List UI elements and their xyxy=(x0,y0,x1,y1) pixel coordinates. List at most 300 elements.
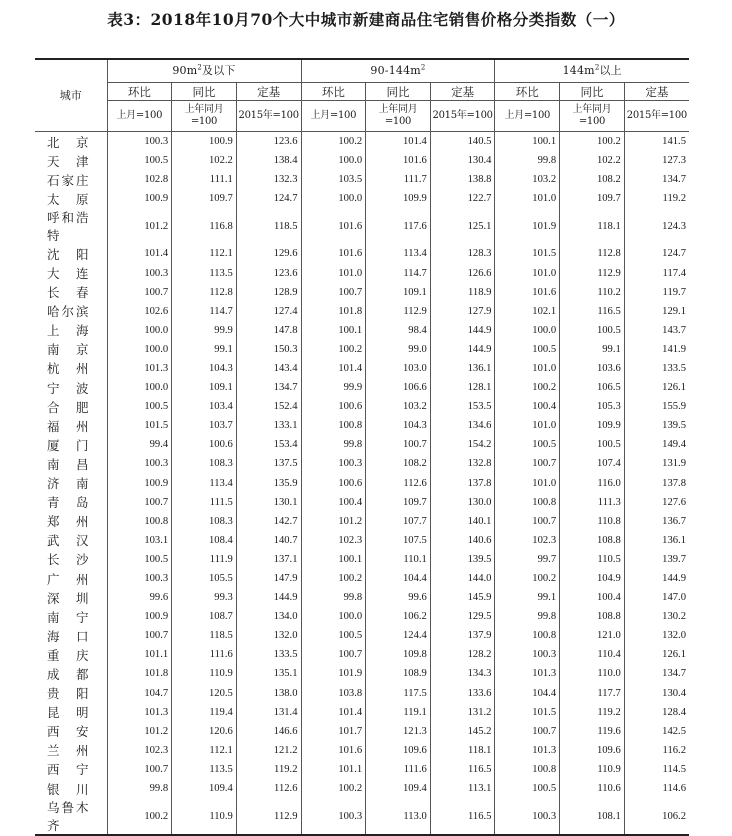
index-value: 127.9 xyxy=(430,302,495,321)
index-value: 100.7 xyxy=(366,435,431,454)
index-value: 109.4 xyxy=(172,779,237,798)
index-value: 101.8 xyxy=(107,664,172,683)
index-value: 106.2 xyxy=(366,607,431,626)
table-row xyxy=(35,512,689,531)
table-row xyxy=(35,626,689,645)
index-value: 100.5 xyxy=(107,397,172,416)
index-value: 126.1 xyxy=(624,378,689,397)
year-on-year-header: 同比 xyxy=(560,83,625,101)
city-name: 呼和浩特 xyxy=(47,211,89,244)
index-value: 110.5 xyxy=(560,550,625,569)
city-name: 昆明 xyxy=(47,706,89,721)
index-value: 119.2 xyxy=(236,760,301,779)
index-value: 101.0 xyxy=(495,359,560,378)
table-row xyxy=(35,722,689,741)
index-value: 109.7 xyxy=(172,189,237,208)
index-value: 111.9 xyxy=(172,550,237,569)
index-value: 123.6 xyxy=(236,132,301,152)
city-name: 青岛 xyxy=(47,496,89,511)
index-value: 134.6 xyxy=(430,416,495,435)
index-value: 130.2 xyxy=(624,607,689,626)
index-value: 130.1 xyxy=(236,493,301,512)
index-value: 100.1 xyxy=(301,550,366,569)
table-row xyxy=(35,550,689,569)
index-value: 139.7 xyxy=(624,550,689,569)
index-value: 100.7 xyxy=(301,645,366,664)
table-row xyxy=(35,378,689,397)
city-name: 哈尔滨 xyxy=(47,305,89,320)
index-value: 101.0 xyxy=(495,263,560,282)
index-value: 103.8 xyxy=(301,684,366,703)
city-name: 上海 xyxy=(47,324,89,339)
index-value: 107.7 xyxy=(366,512,431,531)
price-index-table xyxy=(35,58,689,836)
index-value: 134.7 xyxy=(236,378,301,397)
index-value: 110.9 xyxy=(172,664,237,683)
index-value: 105.3 xyxy=(560,397,625,416)
index-value: 102.3 xyxy=(301,531,366,550)
index-value: 127.4 xyxy=(236,302,301,321)
table-row xyxy=(35,493,689,512)
index-value: 101.4 xyxy=(366,132,431,152)
index-value: 101.6 xyxy=(301,244,366,263)
index-value: 99.8 xyxy=(495,607,560,626)
index-value: 118.1 xyxy=(560,208,625,244)
index-value: 112.9 xyxy=(560,263,625,282)
index-value: 126.6 xyxy=(430,263,495,282)
index-value: 100.5 xyxy=(495,340,560,359)
index-value: 112.1 xyxy=(172,244,237,263)
index-value: 104.3 xyxy=(366,416,431,435)
index-value: 109.6 xyxy=(366,741,431,760)
index-value: 113.4 xyxy=(366,244,431,263)
base-same-month-last-year: 上年同月=100 xyxy=(172,101,237,132)
city-name: 贵阳 xyxy=(47,687,89,702)
index-value: 140.6 xyxy=(430,531,495,550)
index-value: 139.5 xyxy=(624,416,689,435)
city-name: 南京 xyxy=(47,343,89,358)
index-value: 111.7 xyxy=(366,170,431,189)
index-value: 145.2 xyxy=(430,722,495,741)
city-name: 广州 xyxy=(47,572,89,587)
index-value: 112.6 xyxy=(236,779,301,798)
index-value: 128.3 xyxy=(430,244,495,263)
table-row xyxy=(35,645,689,664)
index-value: 121.3 xyxy=(366,722,431,741)
index-value: 135.1 xyxy=(236,664,301,683)
index-value: 120.5 xyxy=(172,684,237,703)
index-value: 155.9 xyxy=(624,397,689,416)
index-value: 108.1 xyxy=(560,798,625,835)
index-value: 101.6 xyxy=(495,283,560,302)
city-column-header: 城市 xyxy=(35,59,107,132)
index-value: 100.8 xyxy=(107,512,172,531)
index-value: 101.4 xyxy=(301,703,366,722)
index-value: 124.7 xyxy=(624,244,689,263)
table-row xyxy=(35,607,689,626)
index-value: 103.0 xyxy=(366,359,431,378)
index-value: 100.0 xyxy=(107,340,172,359)
city-name: 天津 xyxy=(47,154,89,169)
index-value: 99.8 xyxy=(301,435,366,454)
city-name: 合肥 xyxy=(47,400,89,415)
index-value: 128.1 xyxy=(430,378,495,397)
index-value: 144.9 xyxy=(430,321,495,340)
index-value: 108.3 xyxy=(172,512,237,531)
table-row xyxy=(35,321,689,340)
index-value: 137.5 xyxy=(236,454,301,473)
index-value: 101.4 xyxy=(107,244,172,263)
index-value: 100.2 xyxy=(495,378,560,397)
index-value: 136.7 xyxy=(624,512,689,531)
index-value: 100.0 xyxy=(107,378,172,397)
index-value: 122.7 xyxy=(430,189,495,208)
index-value: 112.8 xyxy=(172,283,237,302)
table-row xyxy=(35,170,689,189)
index-value: 101.3 xyxy=(495,664,560,683)
index-value: 128.2 xyxy=(430,645,495,664)
index-value: 119.6 xyxy=(560,722,625,741)
table-row xyxy=(35,474,689,493)
index-value: 114.6 xyxy=(624,779,689,798)
index-value: 137.8 xyxy=(430,474,495,493)
index-value: 119.2 xyxy=(560,703,625,722)
index-value: 131.9 xyxy=(624,454,689,473)
city-name: 石家庄 xyxy=(47,173,89,188)
index-value: 101.4 xyxy=(301,359,366,378)
index-value: 100.7 xyxy=(107,493,172,512)
index-value: 124.4 xyxy=(366,626,431,645)
index-value: 99.3 xyxy=(172,588,237,607)
city-name: 济南 xyxy=(47,477,89,492)
index-value: 139.5 xyxy=(430,550,495,569)
index-value: 130.4 xyxy=(624,684,689,703)
index-value: 100.6 xyxy=(172,435,237,454)
index-value: 109.1 xyxy=(172,378,237,397)
index-value: 110.0 xyxy=(560,664,625,683)
city-name: 银川 xyxy=(47,782,89,797)
index-value: 118.1 xyxy=(430,741,495,760)
index-value: 144.9 xyxy=(624,569,689,588)
index-value: 140.5 xyxy=(430,132,495,152)
index-value: 109.6 xyxy=(560,741,625,760)
index-value: 113.5 xyxy=(172,263,237,282)
year-on-year-header: 同比 xyxy=(366,83,431,101)
index-value: 130.0 xyxy=(430,493,495,512)
index-value: 104.3 xyxy=(172,359,237,378)
index-value: 111.3 xyxy=(560,493,625,512)
city-name: 乌鲁木齐 xyxy=(35,798,107,835)
index-value: 129.1 xyxy=(624,302,689,321)
fixed-base-header: 定基 xyxy=(624,83,689,101)
index-value: 103.6 xyxy=(560,359,625,378)
index-value: 109.1 xyxy=(366,283,431,302)
index-value: 99.6 xyxy=(366,588,431,607)
index-value: 101.2 xyxy=(301,512,366,531)
city-name: 重庆 xyxy=(47,648,89,663)
base-same-month-last-year: 上年同月=100 xyxy=(366,101,431,132)
index-value: 132.8 xyxy=(430,454,495,473)
table-row xyxy=(35,779,689,798)
index-value: 98.4 xyxy=(366,321,431,340)
index-value: 132.0 xyxy=(236,626,301,645)
index-value: 100.5 xyxy=(107,550,172,569)
index-value: 100.3 xyxy=(495,798,560,835)
table-row xyxy=(35,435,689,454)
fixed-base-header: 定基 xyxy=(430,83,495,101)
table-row xyxy=(35,569,689,588)
index-value: 100.6 xyxy=(301,397,366,416)
index-value: 133.5 xyxy=(236,645,301,664)
index-value: 120.6 xyxy=(172,722,237,741)
city-name: 成都 xyxy=(47,667,89,682)
index-value: 101.5 xyxy=(495,244,560,263)
index-value: 99.9 xyxy=(301,378,366,397)
table-row xyxy=(35,283,689,302)
index-value: 141.9 xyxy=(624,340,689,359)
index-value: 146.6 xyxy=(236,722,301,741)
index-value: 116.2 xyxy=(624,741,689,760)
index-value: 103.5 xyxy=(301,170,366,189)
index-value: 117.4 xyxy=(624,263,689,282)
index-value: 100.0 xyxy=(495,321,560,340)
index-value: 153.5 xyxy=(430,397,495,416)
index-value: 100.2 xyxy=(301,779,366,798)
index-value: 133.1 xyxy=(236,416,301,435)
index-value: 99.8 xyxy=(107,779,172,798)
index-value: 101.6 xyxy=(301,208,366,244)
index-value: 134.0 xyxy=(236,607,301,626)
index-value: 101.2 xyxy=(107,208,172,244)
index-value: 100.2 xyxy=(301,569,366,588)
index-value: 99.0 xyxy=(366,340,431,359)
index-value: 138.4 xyxy=(236,151,301,170)
index-value: 100.7 xyxy=(107,626,172,645)
index-value: 109.4 xyxy=(366,779,431,798)
index-value: 102.2 xyxy=(172,151,237,170)
index-value: 99.8 xyxy=(495,151,560,170)
index-value: 101.6 xyxy=(301,741,366,760)
table-row xyxy=(35,741,689,760)
table-row xyxy=(35,760,689,779)
city-name: 武汉 xyxy=(47,534,89,549)
table-row xyxy=(35,664,689,683)
index-value: 100.7 xyxy=(495,454,560,473)
index-value: 99.1 xyxy=(172,340,237,359)
base-last-month: 上月=100 xyxy=(495,101,560,132)
index-value: 131.4 xyxy=(236,703,301,722)
index-value: 101.5 xyxy=(495,703,560,722)
index-value: 100.3 xyxy=(495,645,560,664)
index-value: 143.4 xyxy=(236,359,301,378)
index-value: 100.2 xyxy=(560,132,625,152)
index-value: 147.8 xyxy=(236,321,301,340)
index-value: 116.0 xyxy=(560,474,625,493)
index-value: 101.1 xyxy=(107,645,172,664)
index-value: 101.9 xyxy=(301,664,366,683)
index-value: 137.9 xyxy=(430,626,495,645)
index-value: 138.8 xyxy=(430,170,495,189)
index-value: 99.1 xyxy=(560,340,625,359)
group-header-large: $144m^2$以上 xyxy=(495,59,689,83)
index-value: 102.2 xyxy=(560,151,625,170)
index-value: 110.6 xyxy=(560,779,625,798)
index-value: 99.4 xyxy=(107,435,172,454)
index-value: 102.6 xyxy=(107,302,172,321)
index-value: 101.0 xyxy=(495,189,560,208)
index-value: 100.5 xyxy=(560,435,625,454)
index-value: 132.0 xyxy=(624,626,689,645)
index-value: 108.3 xyxy=(172,454,237,473)
index-value: 121.0 xyxy=(560,626,625,645)
index-value: 127.3 xyxy=(624,151,689,170)
index-value: 100.2 xyxy=(301,132,366,152)
index-value: 109.8 xyxy=(366,645,431,664)
city-name: 北京 xyxy=(47,135,89,150)
table-row xyxy=(35,588,689,607)
index-value: 145.9 xyxy=(430,588,495,607)
index-value: 153.4 xyxy=(236,435,301,454)
index-value: 125.1 xyxy=(430,208,495,244)
index-value: 114.7 xyxy=(172,302,237,321)
index-value: 106.5 xyxy=(560,378,625,397)
index-value: 100.4 xyxy=(495,397,560,416)
index-value: 118.5 xyxy=(172,626,237,645)
index-value: 136.1 xyxy=(430,359,495,378)
group-header-medium: $90-144m^2$ xyxy=(301,59,495,83)
index-value: 118.9 xyxy=(430,283,495,302)
index-value: 144.9 xyxy=(430,340,495,359)
index-value: 144.9 xyxy=(236,588,301,607)
index-value: 100.9 xyxy=(172,132,237,152)
index-value: 129.5 xyxy=(430,607,495,626)
index-value: 119.4 xyxy=(172,703,237,722)
index-value: 112.8 xyxy=(560,244,625,263)
index-value: 110.2 xyxy=(560,283,625,302)
table-row xyxy=(35,798,689,835)
index-value: 117.6 xyxy=(366,208,431,244)
table-row xyxy=(35,302,689,321)
index-value: 101.5 xyxy=(107,416,172,435)
index-value: 107.4 xyxy=(560,454,625,473)
index-value: 128.4 xyxy=(624,703,689,722)
month-on-month-header: 环比 xyxy=(107,83,172,101)
index-value: 110.9 xyxy=(560,760,625,779)
index-value: 100.0 xyxy=(301,189,366,208)
city-name: 南昌 xyxy=(47,457,89,472)
index-value: 101.9 xyxy=(495,208,560,244)
index-value: 100.8 xyxy=(301,416,366,435)
index-value: 114.7 xyxy=(366,263,431,282)
index-value: 112.6 xyxy=(366,474,431,493)
index-value: 133.5 xyxy=(624,359,689,378)
index-value: 136.1 xyxy=(624,531,689,550)
index-value: 100.0 xyxy=(301,607,366,626)
index-value: 137.8 xyxy=(624,474,689,493)
index-value: 142.7 xyxy=(236,512,301,531)
index-value: 106.6 xyxy=(366,378,431,397)
index-value: 118.5 xyxy=(236,208,301,244)
city-name: 兰州 xyxy=(47,744,89,759)
index-value: 108.4 xyxy=(172,531,237,550)
table-row xyxy=(35,684,689,703)
index-value: 105.5 xyxy=(172,569,237,588)
index-value: 128.9 xyxy=(236,283,301,302)
index-value: 154.2 xyxy=(430,435,495,454)
index-value: 100.0 xyxy=(301,151,366,170)
index-value: 147.0 xyxy=(624,588,689,607)
index-value: 101.0 xyxy=(301,263,366,282)
index-value: 102.1 xyxy=(495,302,560,321)
index-value: 100.7 xyxy=(107,283,172,302)
city-name: 大连 xyxy=(47,267,89,282)
table-row xyxy=(35,132,689,152)
index-value: 119.1 xyxy=(366,703,431,722)
index-value: 99.9 xyxy=(172,321,237,340)
index-value: 104.9 xyxy=(560,569,625,588)
index-value: 101.8 xyxy=(301,302,366,321)
table-row xyxy=(35,454,689,473)
index-value: 117.7 xyxy=(560,684,625,703)
city-name: 长沙 xyxy=(47,553,89,568)
city-name: 沈阳 xyxy=(47,247,89,262)
table-row xyxy=(35,244,689,263)
city-name: 西安 xyxy=(47,725,89,740)
index-value: 101.2 xyxy=(107,722,172,741)
index-value: 113.4 xyxy=(172,474,237,493)
index-value: 103.1 xyxy=(107,531,172,550)
index-value: 102.3 xyxy=(107,741,172,760)
city-name: 杭州 xyxy=(47,362,89,377)
index-value: 100.4 xyxy=(301,493,366,512)
index-value: 129.6 xyxy=(236,244,301,263)
index-value: 100.1 xyxy=(495,132,560,152)
index-value: 101.1 xyxy=(301,760,366,779)
index-value: 109.9 xyxy=(366,189,431,208)
city-name: 宁波 xyxy=(47,381,89,396)
index-value: 101.3 xyxy=(495,741,560,760)
city-name: 厦门 xyxy=(47,438,89,453)
index-value: 123.6 xyxy=(236,263,301,282)
index-value: 101.7 xyxy=(301,722,366,741)
index-value: 100.3 xyxy=(107,132,172,152)
table-row xyxy=(35,397,689,416)
index-value: 100.9 xyxy=(107,189,172,208)
index-value: 140.7 xyxy=(236,531,301,550)
index-value: 100.7 xyxy=(495,512,560,531)
index-value: 100.3 xyxy=(301,454,366,473)
index-value: 100.9 xyxy=(107,607,172,626)
table-row xyxy=(35,416,689,435)
index-value: 111.1 xyxy=(172,170,237,189)
index-value: 111.6 xyxy=(172,645,237,664)
index-value: 107.5 xyxy=(366,531,431,550)
index-value: 100.2 xyxy=(301,340,366,359)
index-value: 100.4 xyxy=(560,588,625,607)
index-value: 100.8 xyxy=(495,626,560,645)
index-value: 104.4 xyxy=(366,569,431,588)
index-value: 99.6 xyxy=(107,588,172,607)
index-value: 100.2 xyxy=(495,569,560,588)
index-value: 102.8 xyxy=(107,170,172,189)
index-value: 138.0 xyxy=(236,684,301,703)
index-value: 124.3 xyxy=(624,208,689,244)
base-2015: 2015年=100 xyxy=(236,101,301,132)
table-row xyxy=(35,359,689,378)
index-value: 109.7 xyxy=(560,189,625,208)
index-value: 110.9 xyxy=(172,798,237,835)
index-value: 100.5 xyxy=(495,779,560,798)
